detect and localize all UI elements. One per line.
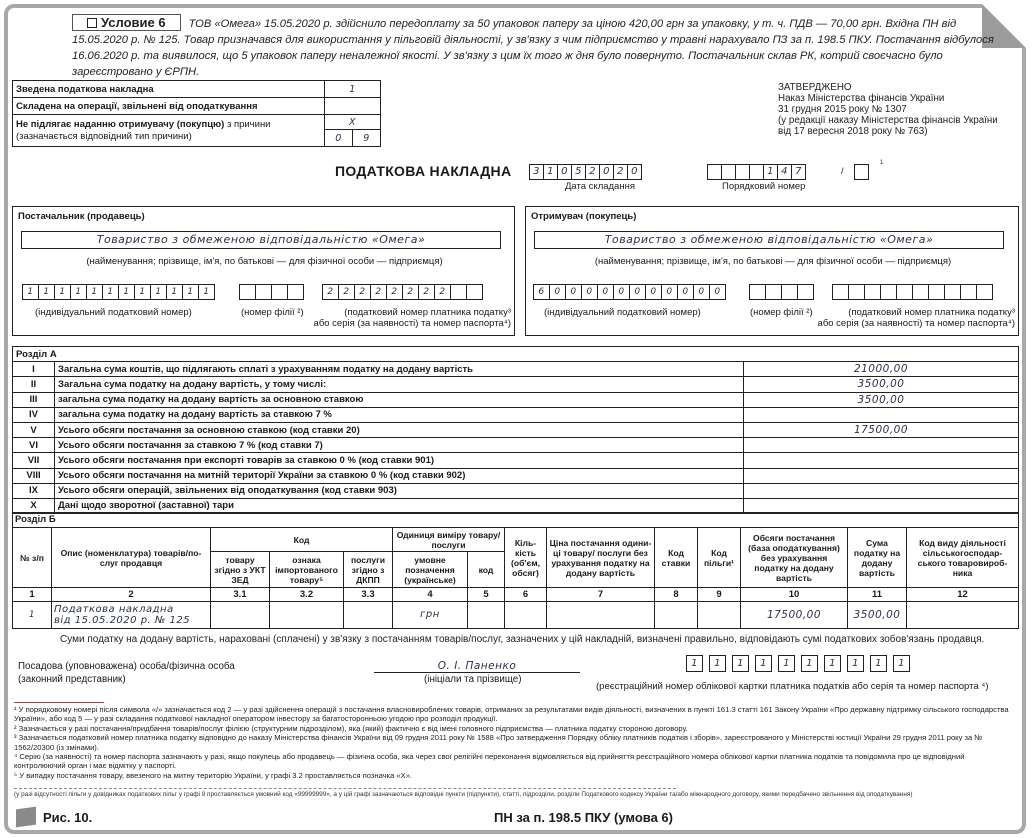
ipn-digit[interactable]: 6 — [533, 284, 550, 300]
col-header-agri: Код виду діяльності сільськогосподар-ського товаровироб-ника — [907, 528, 1019, 588]
condition-text: ТОВ «Омега» 15.05.2020 р. здійснило передоплату за 50 упаковок паперу за ціною 420,00 грн за упаковку, у т. ч. ПДВ — 70,00 грн. Вхідна ПН від 15.05.2020 р. № 125. Товар призначався для використання у пільговій діяльності, у зв'язку з чим підприємство у травні нарахувало ПЗ за п. 198.5 ПКУ. Постачання відбулося 16.06.2020 р. та виявилося, що 5 упаковок паперу неналежної якості. У зв'язку з цим їх того ж дня було повернуто. Постачальник склав РК, котрий своєчасно було зареєстровано у ЄРПН. — [72, 18, 994, 78]
date-digit[interactable]: 2 — [585, 164, 600, 180]
registration-caption: (реєстраційний номер облікової картки платника податків або серія та номер паспорта ⁴) — [596, 681, 989, 692]
taxpayer-digit[interactable] — [864, 284, 881, 300]
footnote: ³ Зазначається податковий номер платника податку відповідно до наказу Міністерства фінансів України від 09 грудня 2011 року № 1588 «Про затвердження Порядку обліку платників податків і зборів», зареєстрованого у Міністерстві юстиції України 29 грудня 2011 року за № 1562/20300 (із змінами). — [14, 733, 983, 752]
col-header-num: № з/п — [13, 528, 52, 588]
col-header-vat: Сума податку на додану вартість — [848, 528, 907, 588]
col-header-code: Код — [211, 528, 393, 552]
cell-import[interactable] — [270, 602, 344, 629]
ipn-digit[interactable]: 1 — [86, 284, 103, 300]
ipn-digit[interactable]: 1 — [54, 284, 71, 300]
row-desc: Усього обсяги постачання при експорті товарів за ставкою 0 % (код ставки 901) — [55, 453, 744, 468]
seller-name-field[interactable]: Товариство з обмеженою відповідальністю «Омега» — [21, 231, 501, 249]
cell-unit-code[interactable] — [468, 602, 505, 629]
col-header-dkpp: послуги згідно з ДКПП — [344, 552, 393, 588]
not-provided-label-bold: Не підлягає наданню отримувачу (покупцю) — [16, 118, 225, 130]
serial-digit[interactable] — [707, 164, 722, 180]
buyer-title: Отримувач (покупець) — [531, 211, 637, 222]
row-num: IV — [13, 407, 55, 422]
taxpayer-digit[interactable]: 2 — [354, 284, 371, 300]
ipn-digit[interactable]: 1 — [198, 284, 215, 300]
taxpayer-digit[interactable] — [848, 284, 865, 300]
desc-line: Податкова накладна — [54, 604, 174, 615]
not-provided-label — [13, 115, 325, 147]
row-amount[interactable]: 3500,00 — [744, 392, 1019, 407]
branch-digit[interactable] — [271, 284, 288, 300]
footnote: ⁵ У випадку постачання товару, ввезеного на митну територію України, у графі 3.2 проставляється позначка «Х». — [14, 770, 413, 780]
cell-num[interactable]: 1 — [13, 602, 52, 629]
reason-code-1[interactable]: 0 — [325, 130, 353, 147]
approval-line: ЗАТВЕРДЖЕНО — [778, 82, 852, 93]
reg-digit[interactable]: 1 — [893, 655, 910, 672]
seller-ipn-caption: (індивідуальний податковий номер) — [35, 307, 192, 318]
approval-line: (у редакції наказу Міністерства фінансів України — [778, 115, 998, 126]
row-desc: загальна сума податку на додану вартість за основною ставкою — [55, 392, 744, 407]
taxpayer-digit[interactable]: 2 — [402, 284, 419, 300]
table-row — [13, 422, 1019, 437]
section-b-table — [12, 512, 1019, 629]
row-num: IX — [13, 483, 55, 498]
buyer-taxpayer-caption — [818, 307, 1015, 329]
table-row — [13, 362, 1019, 377]
invoice-flags-table — [12, 80, 381, 147]
branch-digit[interactable] — [239, 284, 256, 300]
approval-stamp — [778, 82, 998, 137]
branch-digit[interactable] — [255, 284, 272, 300]
ipn-digit[interactable]: 0 — [597, 284, 614, 300]
table-row — [13, 483, 1019, 498]
condition-badge-label: Условие 6 — [101, 15, 166, 30]
section-a-title: Розділ А — [13, 347, 1019, 362]
date-digit[interactable]: 0 — [599, 164, 614, 180]
ipn-digit[interactable]: 1 — [70, 284, 87, 300]
serial-slash: / — [841, 166, 844, 177]
ipn-digit[interactable]: 0 — [677, 284, 694, 300]
table-row — [13, 392, 1019, 407]
table-row — [13, 468, 1019, 483]
condition-badge — [72, 14, 181, 31]
seller-ipn-cells[interactable] — [23, 284, 215, 300]
taxpayer-digit[interactable] — [832, 284, 849, 300]
serial-caption: Порядковий номер — [722, 181, 806, 192]
table-row — [13, 453, 1019, 468]
taxpayer-digit[interactable]: 2 — [370, 284, 387, 300]
row-amount[interactable] — [744, 438, 1019, 453]
taxpayer-digit[interactable] — [960, 284, 977, 300]
row-amount[interactable]: 3500,00 — [744, 377, 1019, 392]
footnote: ⁴ Серію (за наявності) та номер паспорта зазначають у разі, якщо покупець або продавець — фізична особа, яка через свої релігійні переконання відмовляється від прийняття реєстраційного номера облікової картки платника податків та повідомила про це відповідний контролюючий орган і має відмітку у паспорті. — [14, 752, 965, 771]
branch-digit[interactable] — [765, 284, 782, 300]
cell-unit[interactable]: грн — [393, 602, 468, 629]
ipn-digit[interactable]: 1 — [134, 284, 151, 300]
ipn-digit[interactable]: 0 — [581, 284, 598, 300]
cell-uktzed[interactable] — [211, 602, 270, 629]
seller-taxpayer-cells[interactable] — [323, 284, 483, 300]
ipn-digit[interactable]: 1 — [150, 284, 167, 300]
section-a-table — [12, 346, 1019, 514]
taxpayer-digit[interactable]: 2 — [338, 284, 355, 300]
reg-digit[interactable]: 1 — [847, 655, 864, 672]
row-num: I — [13, 362, 55, 377]
serial-digit[interactable] — [735, 164, 750, 180]
date-caption: Дата складання — [565, 181, 635, 192]
col-index: 3.1 — [211, 588, 270, 602]
figure-title: ПН за п. 198.5 ПКУ (умова 6) — [494, 810, 673, 825]
signer-name-caption: (ініціали та прізвище) — [424, 674, 522, 685]
cell-base[interactable]: 17500,00 — [741, 602, 848, 629]
taxpayer-digit[interactable] — [928, 284, 945, 300]
date-digit[interactable]: 2 — [613, 164, 628, 180]
taxpayer-digit[interactable]: 2 — [418, 284, 435, 300]
col-index: 4 — [393, 588, 468, 602]
row-desc: Усього обсяги постачання за ставкою 7 % (код ставки 7) — [55, 438, 744, 453]
figure-number: Рис. 10. — [43, 809, 93, 825]
row-num: III — [13, 392, 55, 407]
col-index: 12 — [907, 588, 1019, 602]
row-desc: Загальна сума коштів, що підлягають сплаті з урахуванням податку на додану вартість — [55, 362, 744, 377]
ipn-digit[interactable]: 0 — [661, 284, 678, 300]
row-desc: загальна сума податку на додану вартість за ставкою 7 % — [55, 407, 744, 422]
serial-digit[interactable] — [721, 164, 736, 180]
row-num: II — [13, 377, 55, 392]
registration-number-cells[interactable] — [686, 655, 910, 672]
confirmation-text: Суми податку на додану вартість, нараховані (сплачені) у зв'язку з постачанням товарів/послуг, зазначених у цій накладній, визначені правильно, відповідають сумі податкових зобов'язань продавця. — [60, 634, 985, 645]
reg-digit[interactable]: 1 — [778, 655, 795, 672]
seller-title: Постачальник (продавець) — [18, 211, 145, 222]
signer-role — [18, 660, 235, 686]
cell-rate[interactable] — [655, 602, 698, 629]
seller-branch-cells[interactable] — [240, 284, 304, 300]
reg-digit[interactable]: 1 — [755, 655, 772, 672]
reason-code-2[interactable]: 9 — [353, 130, 381, 147]
ipn-digit[interactable]: 0 — [565, 284, 582, 300]
buyer-ipn-cells[interactable] — [534, 284, 726, 300]
date-digit[interactable]: 3 — [529, 164, 544, 180]
buyer-ipn-caption: (індивідуальний податковий номер) — [544, 307, 701, 318]
col-index: 9 — [698, 588, 741, 602]
reg-digit[interactable]: 1 — [801, 655, 818, 672]
signer-role-line: Посадова (уповноважена) особа/фізична особа — [18, 661, 235, 672]
cell-dkpp[interactable] — [344, 602, 393, 629]
row-num: VI — [13, 438, 55, 453]
table-row — [13, 438, 1019, 453]
col-index: 6 — [505, 588, 547, 602]
taxpayer-digit[interactable] — [880, 284, 897, 300]
consolidated-label: Зведена податкова накладна — [13, 81, 325, 98]
seller-section — [12, 206, 515, 336]
signer-name-field[interactable]: О. І. Паненко — [374, 660, 580, 673]
branch-digit[interactable] — [797, 284, 814, 300]
row-num: V — [13, 422, 55, 437]
taxpayer-digit[interactable]: 2 — [386, 284, 403, 300]
caption-line: або серія (за наявності) та номер паспорта⁴) — [313, 318, 511, 329]
footnote-benefit-code: (у разі відсутності пільги у довідниках податкових пільг у графі 9 проставляється умовний код «99999999», а у цій графі зазначаються відповідні пункти (підпункти), статті, підрозділи, розділи Податкового кодексу України та/або міжнародного договору, якими передбачено звільнення від оподаткування) — [14, 791, 913, 798]
ipn-digit[interactable]: 0 — [549, 284, 566, 300]
serial-digit[interactable]: 1 — [763, 164, 778, 180]
col-header-import: ознака імпортованого товару⁵ — [270, 552, 344, 588]
branch-digit[interactable] — [287, 284, 304, 300]
row-amount[interactable]: 17500,00 — [744, 422, 1019, 437]
col-index: 3.2 — [270, 588, 344, 602]
serial-digit[interactable]: 4 — [777, 164, 792, 180]
buyer-name-caption: (найменування; прізвище, ім'я, по батькові — для фізичної особи — підприємця) — [594, 256, 952, 267]
approval-line: від 17 вересня 2018 року № 763) — [778, 126, 928, 137]
ipn-digit[interactable]: 0 — [693, 284, 710, 300]
signer-role-line: (законний представник) — [18, 674, 126, 685]
caption-line: або серія (за наявності) та номер паспорта⁴) — [817, 318, 1015, 329]
taxpayer-digit[interactable] — [944, 284, 961, 300]
date-cells[interactable] — [530, 164, 642, 180]
row-desc: Усього обсяги постачання на митній території України за ставкою 0 % (код ставки 902) — [55, 468, 744, 483]
footnote-dashed-divider — [14, 788, 676, 789]
buyer-branch-caption: (номер філії ²) — [750, 307, 813, 318]
desc-line: від 15.05.2020 р. № 125 — [54, 615, 191, 626]
taxpayer-digit[interactable]: 2 — [322, 284, 339, 300]
row-desc: Загальна сума податку на додану вартість, у тому числі: — [55, 377, 744, 392]
serial-digit[interactable] — [749, 164, 764, 180]
taxpayer-digit[interactable] — [896, 284, 913, 300]
ipn-digit[interactable]: 1 — [118, 284, 135, 300]
col-index: 3.3 — [344, 588, 393, 602]
col-index: 8 — [655, 588, 698, 602]
col-index: 10 — [741, 588, 848, 602]
serial-footnote-mark: 1 — [880, 160, 884, 166]
caption-line: (податковий номер платника податку³ — [848, 307, 1015, 318]
taxpayer-digit[interactable] — [976, 284, 993, 300]
cell-agri[interactable] — [907, 602, 1019, 629]
reg-digit[interactable]: 1 — [824, 655, 841, 672]
document-title: ПОДАТКОВА НАКЛАДНА — [335, 163, 512, 179]
footnote: ¹ У порядковому номері після символа «/» зазначається код 2 — у разі здійснення операцій з постачання власновироблених товарів, отриманих за результатами видів діяльності, визначених в пункті 161.3 статті 161 Закону України «Про державну підтримку сільського господарства України», або код 5 — у разі складання податкової накладної оператором інвестору за багатосторонньою угодою про розподіл продукції. — [14, 705, 1009, 724]
buyer-name-field[interactable]: Товариство з обмеженою відповідальністю «Омега» — [534, 231, 1004, 249]
condition-block — [72, 14, 1012, 80]
seller-name-caption: (найменування; прізвище, ім'я, по батькові — для фізичної особи — підприємця) — [86, 256, 443, 267]
ipn-digit[interactable]: 0 — [645, 284, 662, 300]
table-row — [13, 377, 1019, 392]
col-header-benefit: Код пільги¹ — [698, 528, 741, 588]
col-header-unit-name: умовне позначення (українське) — [393, 552, 468, 588]
col-index: 5 — [468, 588, 505, 602]
footnotes — [14, 705, 1014, 780]
ipn-digit[interactable]: 0 — [629, 284, 646, 300]
row-num: VIII — [13, 468, 55, 483]
taxpayer-digit[interactable] — [912, 284, 929, 300]
row-desc: Усього обсяги постачання за основною ставкою (код ставки 20) — [55, 422, 744, 437]
figure-label — [16, 808, 92, 826]
col-index: 7 — [547, 588, 655, 602]
footnote: ² Зазначається у разі постачання/придбання товарів/послуг філією (структурним підрозділом), яка (який) фактично є від імені головного підприємства — платника податку стороною договору. — [14, 723, 688, 733]
seller-taxpayer-caption — [314, 307, 511, 329]
cell-price[interactable] — [547, 602, 655, 629]
checkbox-icon — [87, 18, 97, 28]
exempt-label: Складена на операції, звільнені від оподаткування — [13, 98, 325, 115]
branch-digit[interactable] — [749, 284, 766, 300]
not-provided-mark[interactable]: X — [325, 115, 381, 130]
reg-digit[interactable]: 1 — [732, 655, 749, 672]
row-amount[interactable] — [744, 483, 1019, 498]
table-row — [13, 407, 1019, 422]
row-amount[interactable] — [744, 468, 1019, 483]
ipn-digit[interactable]: 1 — [22, 284, 39, 300]
ipn-digit[interactable]: 1 — [38, 284, 55, 300]
row-amount[interactable] — [744, 453, 1019, 468]
taxpayer-digit[interactable] — [466, 284, 483, 300]
cell-vat[interactable]: 3500,00 — [848, 602, 907, 629]
row-num: X — [13, 498, 55, 513]
cell-qty[interactable] — [505, 602, 547, 629]
ipn-digit[interactable]: 1 — [102, 284, 119, 300]
ipn-digit[interactable]: 0 — [613, 284, 630, 300]
buyer-section — [525, 206, 1019, 336]
col-header-rate: Код ставки — [655, 528, 698, 588]
row-desc: Дані щодо зворотної (заставної) тари — [55, 498, 744, 513]
buyer-branch-cells[interactable] — [750, 284, 814, 300]
taxpayer-digit[interactable]: 2 — [434, 284, 451, 300]
table-row — [13, 602, 1019, 629]
row-num: VII — [13, 453, 55, 468]
cell-desc[interactable] — [52, 602, 211, 629]
serial-suffix-cells[interactable] — [855, 164, 869, 180]
section-b-title: Розділ Б — [13, 513, 1019, 528]
not-provided-label-rest: з причини — [224, 118, 271, 130]
reg-digit[interactable]: 1 — [870, 655, 887, 672]
seller-branch-caption: (номер філії ²) — [241, 307, 304, 318]
date-digit[interactable]: 0 — [627, 164, 642, 180]
date-digit[interactable]: 5 — [571, 164, 586, 180]
row-amount[interactable] — [744, 407, 1019, 422]
serial-suffix[interactable] — [854, 164, 869, 180]
row-desc: Усього обсяги операцій, звільнених від оподаткування (код ставки 903) — [55, 483, 744, 498]
serial-digit[interactable]: 7 — [791, 164, 806, 180]
branch-digit[interactable] — [781, 284, 798, 300]
footnote-divider — [14, 702, 104, 703]
reg-digit[interactable]: 1 — [686, 655, 703, 672]
serial-number-cells[interactable] — [708, 164, 806, 180]
col-index: 11 — [848, 588, 907, 602]
col-header-base: Обсяги постачання (база оподаткування) без урахування податку на додану вартість — [741, 528, 848, 588]
approval-line: 31 грудня 2015 року № 1307 — [778, 104, 907, 115]
exempt-value[interactable] — [325, 98, 381, 115]
not-provided-label-note: (зазначається відповідний тип причини) — [16, 130, 192, 142]
ipn-digit[interactable]: 1 — [166, 284, 183, 300]
approval-line: Наказ Міністерства фінансів України — [778, 93, 945, 104]
col-header-uktzed: товару згідно з УКТ ЗЕД — [211, 552, 270, 588]
ipn-digit[interactable]: 1 — [182, 284, 199, 300]
consolidated-value[interactable]: 1 — [325, 81, 381, 98]
reg-digit[interactable]: 1 — [709, 655, 726, 672]
ipn-digit[interactable]: 0 — [709, 284, 726, 300]
date-digit[interactable]: 0 — [557, 164, 572, 180]
col-header-price: Ціна постачання одини-ці товару/ послуги без урахування податку на додану вартість — [547, 528, 655, 588]
caption-line: (податковий номер платника податку³ — [344, 307, 511, 318]
cell-benefit[interactable] — [698, 602, 741, 629]
taxpayer-digit[interactable] — [450, 284, 467, 300]
figure-square-icon — [16, 807, 36, 828]
col-header-desc: Опис (номенклатура) товарів/по-слуг продавця — [52, 528, 211, 588]
col-header-unit-code: код — [468, 552, 505, 588]
col-header-unit: Одиниця виміру товару/ послуги — [393, 528, 505, 552]
row-amount[interactable]: 21000,00 — [744, 362, 1019, 377]
col-index: 1 — [13, 588, 52, 602]
buyer-taxpayer-cells[interactable] — [833, 284, 993, 300]
col-index: 2 — [52, 588, 211, 602]
date-digit[interactable]: 1 — [543, 164, 558, 180]
col-header-qty: Кіль-кість (об'єм, обсяг) — [505, 528, 547, 588]
